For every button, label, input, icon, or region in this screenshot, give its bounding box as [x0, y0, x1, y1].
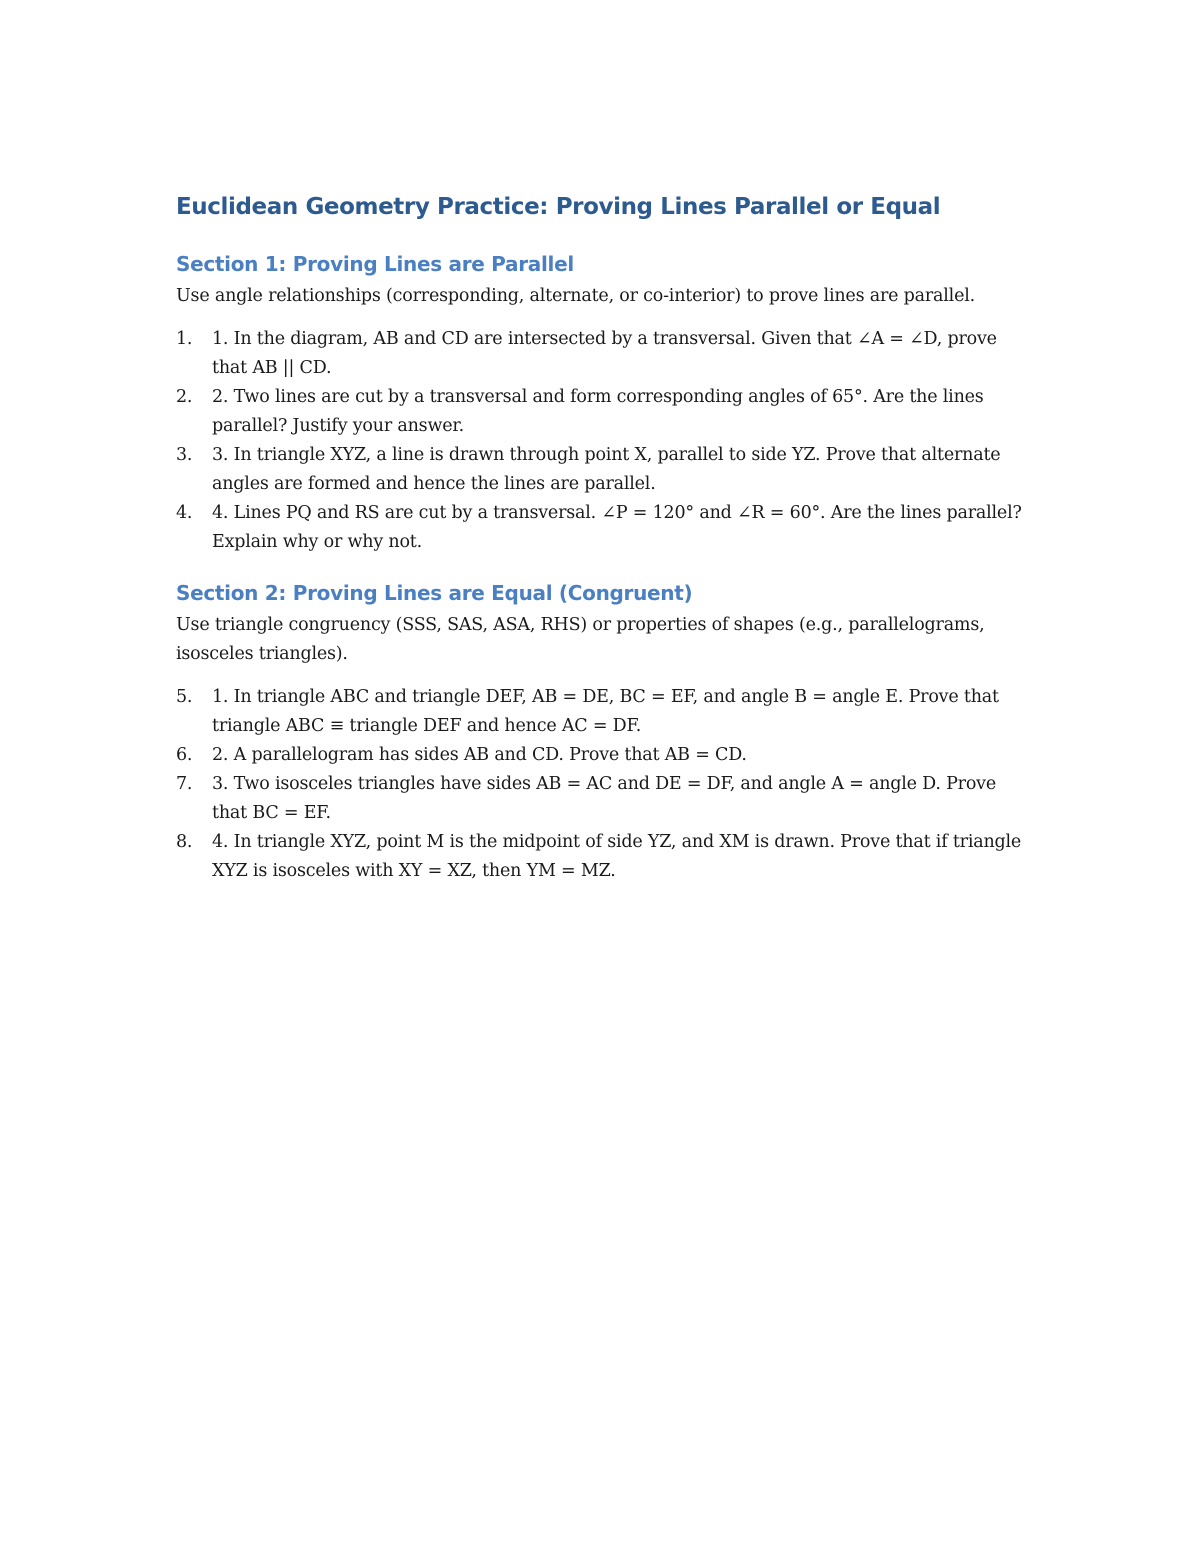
section-intro: Use triangle congruency (SSS, SAS, ASA, RHS) or properties of shapes (e.g., parallelograms, isosceles triangles). [176, 615, 985, 664]
question-list [176, 325, 1036, 557]
question-number: 4. [176, 503, 193, 523]
document-title: Euclidean Geometry Practice: Proving Lines Parallel or Equal [176, 194, 941, 220]
document-content [176, 188, 1036, 886]
section-heading: Section 2: Proving Lines are Equal (Congruent) [176, 581, 693, 605]
section-equal [176, 577, 1036, 886]
question-item [176, 499, 1036, 557]
question-number: 3. [176, 445, 193, 465]
question-number: 1. [176, 329, 193, 349]
section-parallel [176, 248, 1036, 557]
section-heading: Section 1: Proving Lines are Parallel [176, 252, 574, 276]
question-number: 5. [176, 687, 193, 707]
question-number: 2. [176, 387, 193, 407]
question-text: 2. Two lines are cut by a transversal and form corresponding angles of 65°. Are the lines parallel? Justify your answer. [212, 387, 984, 436]
question-number: 6. [176, 745, 193, 765]
question-item [176, 828, 1036, 886]
question-item [176, 383, 1036, 441]
question-text: 1. In triangle ABC and triangle DEF, AB = DE, BC = EF, and angle B = angle E. Prove that triangle ABC ≡ triangle DEF and hence AC = DF. [212, 687, 999, 736]
question-text: 3. In triangle XYZ, a line is drawn through point X, parallel to side YZ. Prove that alternate angles are formed and hence the lines are parallel. [212, 445, 1001, 494]
question-number: 8. [176, 832, 193, 852]
question-text: 4. Lines PQ and RS are cut by a transversal. ∠P = 120° and ∠R = 60°. Are the lines parallel? Explain why or why not. [212, 503, 1022, 552]
question-item [176, 441, 1036, 499]
question-text: 3. Two isosceles triangles have sides AB = AC and DE = DF, and angle A = angle D. Prove that BC = EF. [212, 774, 997, 823]
question-item [176, 741, 1036, 770]
question-item [176, 770, 1036, 828]
question-text: 1. In the diagram, AB and CD are intersected by a transversal. Given that ∠A = ∠D, prove that AB || CD. [212, 329, 997, 378]
question-item [176, 325, 1036, 383]
question-text: 2. A parallelogram has sides AB and CD. Prove that AB = CD. [212, 745, 747, 765]
question-text: 4. In triangle XYZ, point M is the midpoint of side YZ, and XM is drawn. Prove that if triangle XYZ is isosceles with XY = XZ, then YM = MZ. [212, 832, 1022, 881]
section-intro: Use angle relationships (corresponding, alternate, or co-interior) to prove lines are parallel. [176, 286, 975, 306]
question-number: 7. [176, 774, 193, 794]
question-item [176, 683, 1036, 741]
question-list [176, 683, 1036, 886]
